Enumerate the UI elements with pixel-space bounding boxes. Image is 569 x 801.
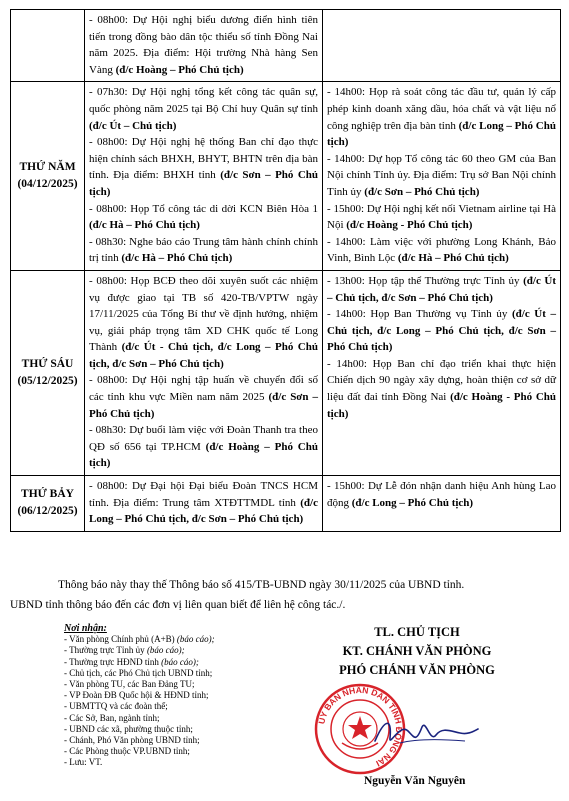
recipient-item: [64, 645, 314, 656]
schedule-item-assignee: (đ/c Long – Phó Chủ tịch): [351, 496, 474, 509]
schedule-item-text: - 08h00: Dự Đại hội Đại biểu Đoàn TNCS HCM tỉnh. Địa điểm: Trung tâm XTĐTTMDL tỉnh: [89, 480, 318, 509]
schedule-item-text: - 08h30: Dự buổi làm việc với Đoàn Thanh tra theo QĐ số 656 tại TP.HCM: [89, 424, 318, 453]
schedule-item-assignee: (đ/c Út – Chủ tịch, đ/c Sơn – Phó Chủ tịch): [327, 274, 557, 304]
schedule-item-text: - 15h00: Dự Hội nghị kết nối Vietnam airline tại Hà Nội: [327, 202, 556, 232]
schedule-item: [89, 478, 318, 528]
recipient-note: (báo cáo);: [161, 656, 199, 667]
schedule-item-assignee: (đ/c Hà – Phó Chủ tịch): [89, 219, 200, 232]
schedule-item: [327, 306, 556, 356]
schedule-item-text: - 15h00: Dự Lễ đón nhận danh hiệu Anh hùng Lao động: [327, 480, 556, 509]
recipient-item: [64, 724, 314, 735]
schedule-item: [89, 84, 318, 134]
morning-cell: [85, 270, 323, 475]
recipient-text: - Thường trực Tỉnh ủy: [64, 645, 147, 656]
schedule-item-assignee: (đ/c Út – Chủ tịch): [89, 119, 177, 132]
recipients-list: [64, 634, 314, 768]
recipient-text: - Các Phòng thuộc VP.UBND tỉnh;: [64, 746, 190, 757]
notice: [10, 575, 558, 615]
signature-block: [312, 623, 522, 680]
recipient-text: - UBND các xã, phường thuộc tỉnh;: [64, 723, 193, 734]
recipient-text: - Thường trực HĐND tỉnh: [64, 656, 162, 667]
schedule-item-assignee: (đ/c Sơn – Phó Chủ tịch): [89, 391, 318, 420]
schedule-item: [89, 372, 318, 422]
schedule-item: [327, 273, 556, 306]
schedule-row: [11, 476, 561, 532]
schedule-item-assignee: (đ/c Hoàng - Phó Chủ tịch): [327, 391, 556, 420]
schedule-item-text: - 08h00: Họp Tổ công tác di dời KCN Biên Hòa 1: [89, 202, 318, 215]
recipient-item: [64, 701, 314, 712]
signature-line-3: PHÓ CHÁNH VĂN PHÒNG: [339, 663, 495, 677]
schedule-item-text: - 08h30: Nghe báo cáo Trung tâm hành chính chính trị tỉnh: [89, 235, 318, 265]
schedule-item-assignee: (đ/c Long – Phó Chủ tịch): [327, 119, 556, 149]
morning-cell: [85, 82, 323, 271]
schedule-item-assignee: (đ/c Hoàng – Phó Chủ tịch): [89, 440, 318, 470]
recipient-text: - UBMTTQ và các đoàn thể;: [64, 701, 168, 712]
schedule-date: (04/12/2025): [17, 178, 78, 191]
schedule-item-assignee: (đ/c Út – Chủ tịch, đ/c Long – Phó Chủ tịch, đ/c Sơn – Phó Chủ tịch): [327, 308, 556, 354]
recipient-text: - Chánh, Phó Văn phòng UBND tỉnh;: [64, 735, 200, 746]
schedule-item-assignee: (đ/c Hà – Phó Chủ tịch): [397, 252, 509, 265]
schedule-item-text: - 08h00: Họp BCĐ theo dõi xuyên suốt các nhiệm vụ được giao tại TB số 420-TB/VPTW ngày 17/11/2025 của Tổng Bí thư về định hướng, nhiệm vụ, giải pháp trọng tâm XD CHK quốc tế Long Thành: [89, 274, 318, 354]
schedule-item-assignee: (đ/c Long – Phó Chủ tịch, đ/c Sơn – Phó Chủ tịch): [89, 496, 318, 526]
recipient-note: (báo cáo);: [176, 634, 215, 645]
schedule-item: [327, 478, 556, 511]
recipients: [64, 623, 314, 769]
morning-cell: [85, 476, 323, 532]
recipient-text: - Văn phòng Chính phủ (A+B): [64, 634, 177, 645]
schedule-item: [327, 356, 556, 422]
schedule-item-text: - 07h30: Dự Hội nghị tổng kết công tác quân sự, quốc phòng năm 2025 tại Bộ Chỉ huy Quân sự tỉnh: [89, 86, 318, 115]
schedule-item: [89, 234, 318, 267]
schedule-item-text: - 14h00: Họp Ban Thường vụ Tỉnh ủy: [327, 308, 512, 321]
recipient-item: [64, 668, 314, 679]
notice-line-2: UBND tỉnh thông báo đến các đơn vị liên quan biết để liên hệ công tác./.: [10, 599, 346, 611]
schedule-item-text: - 13h00: Họp tập thể Thường trực Tỉnh ủy: [327, 274, 524, 287]
schedule-item: [89, 201, 318, 234]
schedule-day-cell: [11, 10, 85, 82]
schedule-item: [327, 84, 556, 150]
schedule-row: [11, 10, 561, 82]
schedule-item: [327, 201, 556, 234]
recipient-text: - Văn phòng TU, các Ban Đảng TU;: [64, 679, 195, 690]
notice-line-1: Thông báo này thay thế Thông báo số 415/TB-UBND ngày 30/11/2025 của UBND tỉnh.: [58, 579, 465, 591]
afternoon-cell: [323, 10, 561, 82]
schedule-item-text: - 08h00: Dự Hội nghị tập huấn về chuyển đổi số các tỉnh khu vực Miền nam năm 2025: [89, 374, 318, 404]
schedule-date: (06/12/2025): [17, 505, 78, 518]
schedule-item-text: - 08h00: Dự Hội nghị hệ thống Ban chỉ đạo thực hiện chính sách BHXH, BHYT, BHTN trên địa bàn tỉnh. Địa điểm: BHXH tỉnh: [89, 136, 318, 182]
recipients-heading: Nơi nhận:: [64, 623, 107, 634]
recipient-item: [64, 679, 314, 690]
afternoon-cell: [323, 270, 561, 475]
afternoon-cell: [323, 476, 561, 532]
schedule-item: [89, 273, 318, 373]
recipient-item: [64, 634, 314, 645]
schedule-row: [11, 270, 561, 475]
svg-text:ỦY BAN NHÂN DÂN TỈNH ĐỒNG NAI: ỦY BAN NHÂN DÂN TỈNH ĐỒNG NAI: [316, 684, 405, 769]
schedule-item-assignee: (đ/c Hoàng – Phó Chủ tịch): [115, 63, 244, 76]
schedule-day-cell: [11, 476, 85, 532]
schedule-day-cell: [11, 82, 85, 271]
recipient-text: - Chủ tịch, các Phó Chủ tịch UBND tỉnh;: [64, 667, 213, 678]
morning-cell: [85, 10, 323, 82]
handwritten-signature-icon: [370, 713, 480, 753]
schedule-item-text: - 14h00: Dự họp Tổ công tác 60 theo GM của Ban Nội chính Tỉnh ủy. Địa điểm: Trụ sở Ban Nội chính Tỉnh ủy: [327, 152, 556, 198]
schedule-item-text: - 08h00: Dự Hội nghị biểu dương điển hình tiên tiến trong đồng bào dân tộc thiểu số tỉnh Đồng Nai năm 2025. Địa điểm: Hội trường Nhà hàng Sen Vàng: [89, 14, 318, 76]
recipient-item: [64, 690, 314, 701]
recipient-text: - Lưu: VT.: [64, 757, 103, 768]
schedule-day: THỨ BẢY: [21, 488, 74, 501]
recipient-text: - Các Sở, Ban, ngành tỉnh;: [64, 712, 160, 723]
schedule-item: [89, 134, 318, 200]
schedule-item-assignee: (đ/c Hà – Phó Chủ tịch): [121, 252, 233, 265]
schedule-row: [11, 82, 561, 271]
recipient-item: [64, 735, 314, 746]
signature-line-2: KT. CHÁNH VĂN PHÒNG: [342, 644, 492, 658]
schedule-day: THỨ NĂM: [19, 161, 76, 174]
schedule-date: (05/12/2025): [17, 374, 78, 387]
signer-name: Nguyễn Văn Nguyên: [364, 775, 466, 787]
signature-line-1: TL. CHỦ TỊCH: [374, 625, 460, 639]
schedule-item-assignee: (đ/c Sơn – Phó Chủ tịch): [364, 185, 480, 198]
schedule-table: [10, 9, 561, 532]
schedule-item-text: - 14h00: Làm việc với phường Long Khánh, Bảo Vinh, Bình Lộc: [327, 235, 556, 265]
schedule-day-cell: [11, 270, 85, 475]
recipient-item: [64, 757, 314, 768]
afternoon-cell: [323, 82, 561, 271]
schedule-item: [89, 12, 318, 78]
schedule-item-assignee: (đ/c Sơn – Phó Chủ tịch): [89, 169, 319, 198]
schedule-item: [327, 234, 556, 267]
schedule-item-assignee: (đ/c Hoàng - Phó Chủ tịch): [346, 219, 473, 232]
schedule-item-text: - 14h00: Họp rà soát công tác đầu tư, quản lý cấp phép kinh doanh xăng dầu, hóa chất và vật liệu nổ công nghiệp trên địa bàn tỉnh: [327, 86, 556, 132]
recipient-item: [64, 657, 314, 668]
schedule-day: THỨ SÁU: [21, 357, 74, 370]
recipient-item: [64, 713, 314, 724]
recipient-text: - VP Đoàn ĐB Quốc hội & HĐND tỉnh;: [64, 690, 209, 701]
recipient-item: [64, 746, 314, 757]
recipient-note: (báo cáo);: [146, 645, 185, 656]
schedule-item-text: - 14h00: Họp Ban chỉ đạo triển khai thực hiện Chiến dịch 90 ngày xây dựng, hoàn thiện cơ sở dữ liệu đất đai tỉnh Đồng Nai: [327, 357, 556, 404]
schedule-item-assignee: (đ/c Út - Chủ tịch, đ/c Long – Phó Chủ tịch, đ/c Sơn – Phó Chủ tịch): [89, 341, 318, 370]
schedule-item: [327, 151, 556, 201]
schedule-item: [89, 422, 318, 472]
